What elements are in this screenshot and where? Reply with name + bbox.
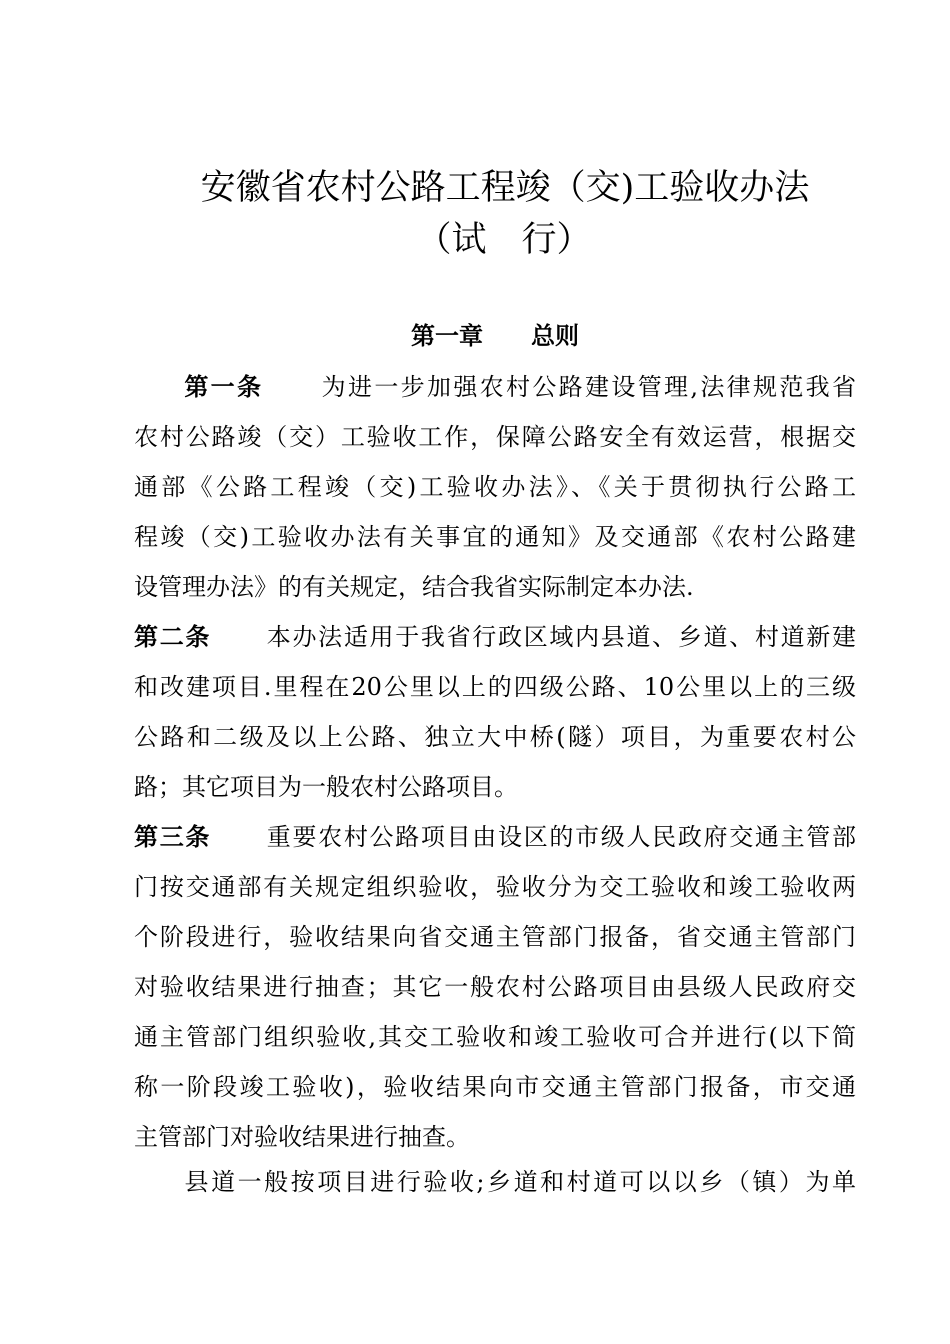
article-3-line: 门按交通部有关规定组织验收，验收分为交工验收和竣工验收两 (134, 873, 856, 901)
article-2-first-line (134, 620, 856, 654)
article-2-line: 路；其它项目为一般农村公路项目。 (134, 773, 518, 801)
article-2-line: 和改建项目.里程在20公里以上的四级公路、10公里以上的三级 (134, 673, 856, 701)
article-3-label: 第三条 (134, 822, 212, 851)
article-2-line: 公路和二级及以上公路、独立大中桥(隧）项目，为重要农村公 (134, 723, 856, 751)
article-3-line: 称一阶段竣工验收)，验收结果向市交通主管部门报备，市交通 (134, 1073, 856, 1101)
article-3-line: 对验收结果进行抽查；其它一般农村公路项目由县级人民政府交 (134, 973, 856, 1001)
paragraph-text: 县道一般按项目进行验收;乡道和村道可以以乡（镇）为单 (182, 1168, 856, 1196)
article-3-line: 主管部门对验收结果进行抽查。 (134, 1123, 470, 1151)
document-subtitle: （试 行） (416, 220, 592, 260)
chapter-heading: 第一章 总则 (411, 321, 579, 350)
article-2-label: 第二条 (134, 622, 212, 651)
article-1-line: 设管理办法》的有关规定，结合我省实际制定本办法. (134, 573, 694, 601)
article-1-text: 为进一步加强农村公路建设管理,法律规范我省 (319, 373, 856, 401)
article-1-line: 程竣（交)工验收办法有关事宜的通知》及交通部《农村公路建 (134, 523, 856, 551)
article-1-line: 通部《公路工程竣（交)工验收办法》、《关于贯彻执行公路工 (134, 473, 856, 501)
article-1-label: 第一条 (182, 372, 264, 401)
document-title: 安徽省农村公路工程竣（交)工验收办法 (200, 168, 810, 208)
article-3-line: 个阶段进行，验收结果向省交通主管部门报备，省交通主管部门 (134, 923, 856, 951)
article-2-text: 本办法适用于我省行政区域内县道、乡道、村道新建 (265, 623, 856, 651)
article-1-first-line (134, 370, 856, 404)
article-3-text: 重要农村公路项目由设区的市级人民政府交通主管部 (265, 823, 856, 851)
article-1-line: 农村公路竣（交）工验收工作，保障公路安全有效运营，根据交 (134, 423, 856, 451)
article-3-first-line (134, 820, 856, 854)
paragraph-line (134, 1165, 856, 1199)
article-3-line: 通主管部门组织验收,其交工验收和竣工验收可合并进行(以下简 (134, 1023, 856, 1051)
